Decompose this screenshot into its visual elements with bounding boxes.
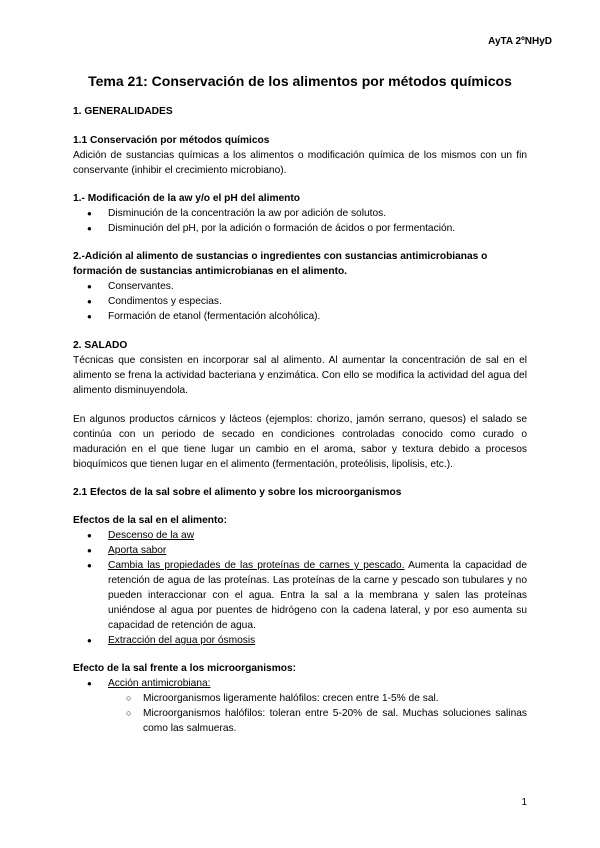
list-item-text: Descenso de la aw [108,530,195,541]
header-course-code: AyTA 2ºNHyD [488,36,552,47]
sublist-item: ○ Microorganismos halófilos: toleran entre 5-20% de sal. Muchas soluciones salinas como las salmueras. [73,706,527,736]
effects-micro-sublist [73,691,527,736]
section-1-3-list [73,279,527,324]
list-item [73,633,527,648]
list-item: ● Disminución de la concentración la aw por adición de solutos. [73,206,527,221]
list-item-text: Aporta sabor [108,545,167,556]
page-title: Tema 21: Conservación de los alimentos por métodos químicos [88,73,512,89]
list-item-underlined-text: Cambia las propiedades de las proteínas de carnes y pescado. [108,560,405,571]
section-2-1-heading: 2.1 Efectos de la sal sobre el alimento y sobre los microorganismos [73,487,402,498]
sublist-item: ○ Microorganismos ligeramente halófilos: crecen entre 1-5% de sal. [73,691,527,706]
section-1-heading: 1. GENERALIDADES [73,106,173,117]
page-number: 1 [521,797,527,808]
effects-micro-list [73,676,527,691]
list-item: ● Condimentos y especias. [73,294,527,309]
section-2-paragraph-1: Técnicas que consisten en incorporar sal al alimento. Al aumentar la concentración de sal en el alimento se frena la actividad bacteriana y enzimática. Con ello se modifica la actividad del agua del alimento disminuyendola. [73,355,527,396]
document-body [73,104,527,736]
list-item [73,528,527,543]
effects-food-list [73,528,527,648]
section-1-2-heading: 1.- Modificación de la aw y/o el pH del alimento [73,193,301,204]
section-2-heading: 2. SALADO [73,340,128,351]
list-item: ● Conservantes. [73,279,527,294]
effects-food-heading: Efectos de la sal en el alimento: [73,515,227,526]
section-1-1-heading: 1.1 Conservación por métodos químicos [73,135,270,146]
list-item-text: Acción antimicrobiana: [108,678,211,689]
list-item-text: Extracción del agua por ósmosis [108,635,256,646]
list-item [73,543,527,558]
list-item [73,676,527,691]
list-item [73,558,527,633]
list-item: ● Formación de etanol (fermentación alcohólica). [73,309,527,324]
effects-micro-heading: Efecto de la sal frente a los microorganismos: [73,663,297,674]
section-1-2-list [73,206,527,236]
section-2-paragraph-2: En algunos productos cárnicos y lácteos (ejemplos: chorizo, jamón serrano, quesos) el salado se continúa con un periodo de secado en condiciones controladas conocido como curado o maduración en el que tiene lugar un cambio en el aroma, sabor y textura debido a procesos bioquímicos que tienen lugar en el alimento (fermentación, proteólisis, lipolisis, etc.). [73,414,527,470]
list-item-text: Aumenta la capacidad de retención de agua de las proteínas. Las proteínas de la carne y pescado son tubulares y no pueden interaccionar con el agua. Entra la sal a la membrana y salen las proteínas uniéndose al agua por puentes de hidrógeno con la cadena lateral, y por eso aumenta su capacidad de retención de agua. [108,560,527,631]
list-item: ● Disminución del pH, por la adición o formación de ácidos o por fermentación. [73,221,527,236]
section-1-3-heading: 2.-Adición al alimento de sustancias o ingredientes con sustancias antimicrobianas o formación de sustancias antimicrobianas en el alimento. [73,251,488,277]
section-1-1-text: Adición de sustancias químicas a los alimentos o modificación química de los mismos con un fin conservante (inhibir el crecimiento microbiano). [73,150,527,176]
